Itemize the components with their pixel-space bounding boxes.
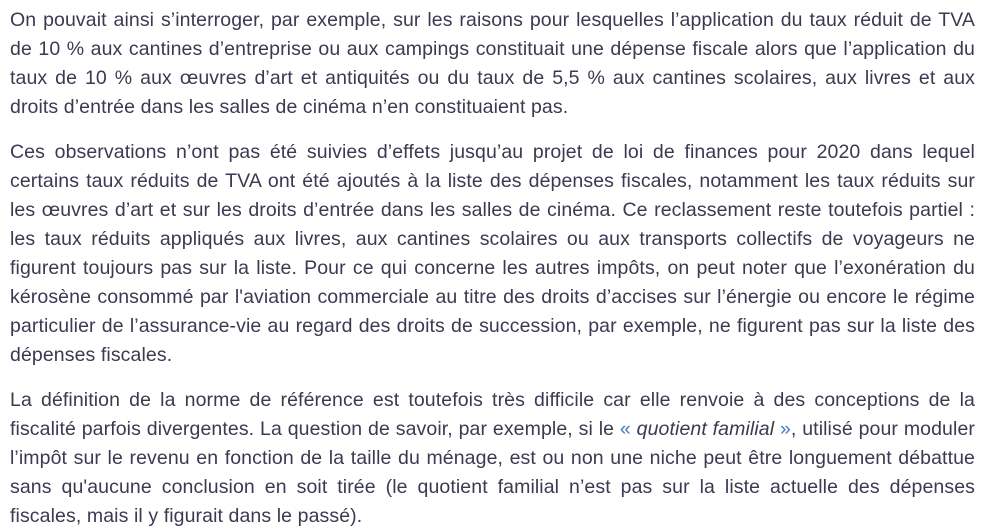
paragraph-norme-de-reference: [10, 386, 975, 531]
paragraph-3-segment-lead: La définition de la norme de référence est toutefois très difficile car elle renvoie à des conceptions de la fiscalité parfois divergentes. La question de savoir, par exemple, si le: [10, 389, 975, 440]
closing-guillemet: »: [774, 418, 791, 440]
paragraph-observations-plf2020: Ces observations n’ont pas été suivies d’effets jusqu’au projet de loi de finances pour 2020 dans lequel certains taux réduits de TVA ont été ajoutés à la liste des dépenses fiscales, notamment les taux réduits sur les œuvres d’art et sur les droits d’entrée dans les salles de cinéma. Ce reclassement reste toutefois partiel : les taux réduits appliqués aux livres, aux cantines scolaires ou aux transports collectifs de voyageurs ne figurent toujours pas sur la liste. Pour ce qui concerne les autres impôts, on peut noter que l’exonération du kérosène consommé par l'aviation commerciale au titre des droits d’accises sur l’énergie ou encore le régime particulier de l’assurance-vie au regard des droits de succession, par exemple, ne figurent pas sur la liste des dépenses fiscales.: [10, 141, 975, 366]
paragraph-3-segment-tail: , utilisé pour moduler l’impôt sur le revenu en fonction de la taille du ménage, est ou non une niche peut être longuement débattue sans qu'aucune conclusion en soit tirée (le quotient familial n’est pas sur la liste actuelle des dépenses fiscales, mais il y figurait dans le passé).: [10, 418, 975, 527]
opening-guillemet: «: [619, 418, 637, 440]
quoted-term-quotient-familial: quotient familial: [636, 418, 775, 440]
paragraph-tva-interrogation: On pouvait ainsi s’interroger, par exemple, sur les raisons pour lesquelles l’application du taux réduit de TVA de 10 % aux cantines d’entreprise ou aux campings constituait une dépense fiscale alors que l’application du taux de 10 % aux œuvres d’art et antiquités ou du taux de 5,5 % aux cantines scolaires, aux livres et aux droits d’entrée dans les salles de cinéma n’en constituaient pas.: [10, 9, 975, 118]
